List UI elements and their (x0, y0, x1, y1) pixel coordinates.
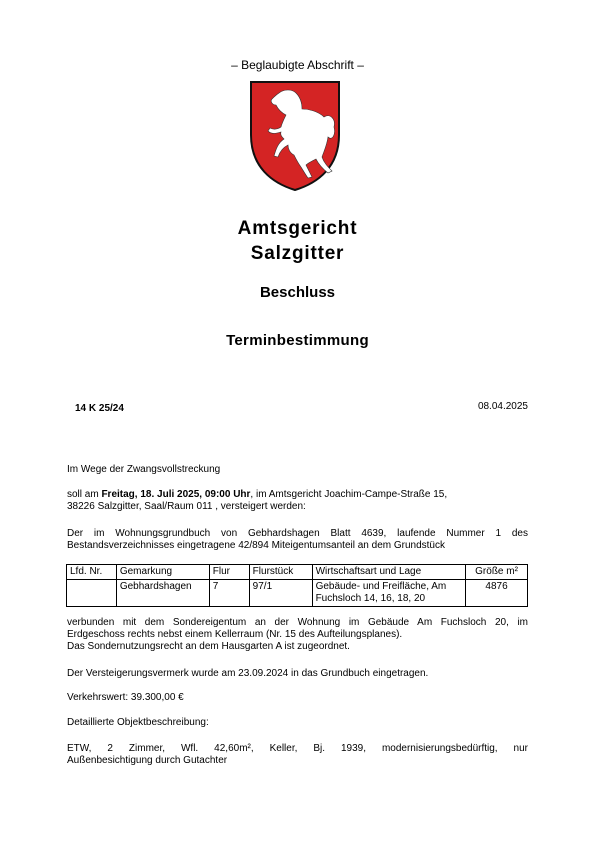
coat-of-arms-horse-emblem (248, 79, 342, 193)
paragraph-property (67, 528, 528, 552)
text-pre: soll am (67, 489, 102, 500)
market-value: Verkehrswert: 39.300,00 € (67, 692, 184, 703)
table-row (67, 580, 528, 607)
header-flur: Flur (209, 565, 249, 580)
text-line: 38226 Salzgitter, Saal/Raum 011 , versteigert werden: (67, 501, 306, 512)
description-heading: Detaillierte Objektbeschreibung: (67, 717, 209, 728)
file-number: 14 K 25/24 (75, 403, 124, 414)
text-line: Erdgeschoss rechts nebst einem Kellerraum (Nr. 15 des Aufteilungsplanes). (67, 629, 403, 640)
text-line: Der im Wohnungsgrundbuch von Gebhardshagen Blatt 4639, laufende Nummer 1 des (67, 528, 528, 539)
cell-gemarkung: Gebhardshagen (116, 580, 209, 607)
paragraph-intro: Im Wege der Zwangsvollstreckung (67, 464, 221, 475)
cell-flurstueck: 97/1 (249, 580, 312, 607)
cell-flur: 7 (209, 580, 249, 607)
header-flurstueck: Flurstück (249, 565, 312, 580)
document-subject: Terminbestimmung (226, 332, 369, 349)
text-post: , im Amtsgericht Joachim-Campe-Straße 15, (250, 489, 448, 500)
text-line: Das Sondernutzungsrecht an dem Hausgarten A ist zugeordnet. (67, 641, 350, 652)
cell-lage (312, 580, 466, 607)
table-header-row (67, 565, 528, 580)
text-line: ETW, 2 Zimmer, Wfl. 42,60m², Keller, Bj. 1939, modernisierungsbedürftig, nur (67, 743, 528, 754)
lage-line: Gebäude- und Freifläche, Am (315, 581, 447, 592)
cell-groesse: 4876 (466, 580, 528, 607)
paragraph-object-description (67, 743, 528, 767)
lage-line: Fuchsloch 14, 16, 18, 20 (315, 593, 426, 604)
text-line: Bestandsverzeichnisses eingetragene 42/894 Miteigentumsanteil an dem Grundstück (67, 540, 445, 551)
property-table (66, 564, 528, 607)
cell-lfd (67, 580, 117, 607)
header-gemarkung: Gemarkung (116, 565, 209, 580)
certified-copy-note: – Beglaubigte Abschrift – (231, 58, 364, 72)
court-name-line1: Amtsgericht (237, 218, 358, 239)
paragraph-registry-note: Der Versteigerungsvermerk wurde am 23.09.2024 in das Grundbuch eingetragen. (67, 668, 429, 679)
document-date: 08.04.2025 (477, 401, 528, 412)
paragraph-special-property (67, 617, 528, 653)
document-type: Beschluss (259, 284, 336, 301)
text-line: verbunden mit dem Sondereigentum an der Wohnung im Gebäude Am Fuchsloch 20, im (67, 617, 528, 628)
header-lfd: Lfd. Nr. (67, 565, 117, 580)
auction-datetime: Freitag, 18. Juli 2025, 09:00 Uhr (101, 489, 251, 500)
header-groesse: Größe m² (466, 565, 528, 580)
header-lage: Wirtschaftsart und Lage (312, 565, 466, 580)
paragraph-date-location (67, 489, 528, 513)
court-name-line2: Salzgitter (250, 243, 345, 264)
text-line: Außenbesichtigung durch Gutachter (67, 755, 228, 766)
